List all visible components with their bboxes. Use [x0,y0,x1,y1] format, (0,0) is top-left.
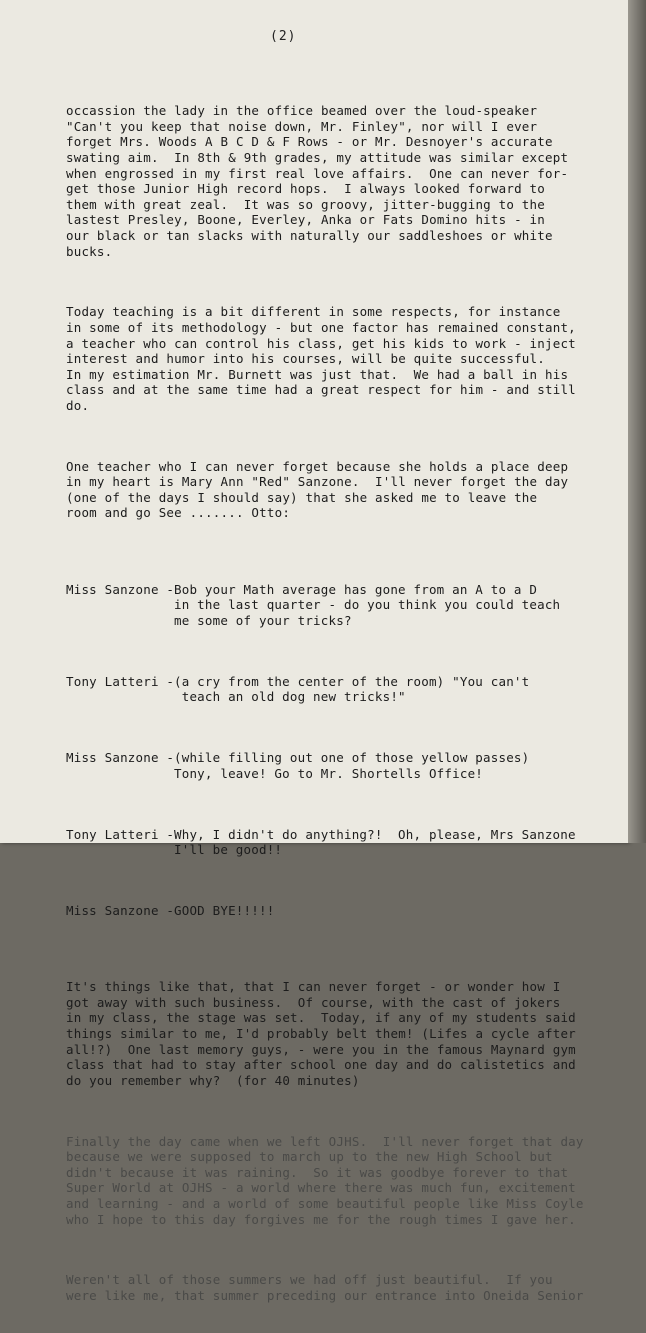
paragraph: Finally the day came when we left OJHS. I'll never forget that day because we were supposed to march up to the new High School but didn't because it was raining. So it was goodbye forever to that Super World at OJHS - a world where there was much fun, excitement and learning - and a world of some beautiful people like Miss Coyle who I hope to this day forgives me for the rough times I gave her. [66,1133,584,1227]
spoken-line: Why, I didn't do anything?! Oh, please, Mrs Sanzone I'll be good!! [174,826,576,858]
paragraph: It's things like that, that I can never forget - or wonder how I got away with such business. Of course, with the cast of jokers in my class, the stage was set. Today, if any of my students said things similar to me, I'd probably belt them! (Lifes a cycle after all!?) One last memory guys, - were you in the famous Maynard gym class that had to stay after school one day and do calistetics and do you remember why? (for 40 minutes) [66,979,576,1088]
dialogue-line [66,674,606,705]
document-body [66,72,606,1333]
dialogue-line [66,582,606,629]
dialogue-line [66,903,606,919]
page-number: (2) [270,29,297,44]
paragraph: Weren't all of those summers we had off just beautiful. If you were like me, that summer preceding our entrance into Oneida Senior [66,1272,584,1303]
spoken-line: Bob your Math average has gone from an A to a D in the last quarter - do you think you could teach me some of your tricks? [174,581,561,628]
spoken-line: (a cry from the center of the room) "You can't teach an old dog new tricks!" [174,673,530,705]
speaker-name: Miss Sanzone - [66,581,175,597]
speaker-name: Miss Sanzone - [66,750,175,766]
spoken-line: GOOD BYE!!!!! [174,902,275,918]
speaker-name: Tony Latteri - [66,673,175,689]
spoken-line: (while filling out one of those yellow passes) Tony, leave! Go to Mr. Shortells Office! [174,750,530,781]
paragraph: occassion the lady in the office beamed over the loud-speaker "Can't you keep that noise down, Mr. Finley", nor will I ever forget Mrs. Woods A B C D & F Rows - or Mr. Desnoyer's accurate swating aim. In 8th & 9th grades, my attitude was similar except when engrossed in my first real love affairs. One can never for- get those Junior High record hops. I always looked forward to them with great zeal. It was so groovy, jitter-bugging to the lastest Presley, Boone, Everley, Anka or Fats Domino hits - in our black or tan slacks with naturally our saddleshoes or white bucks. [66,103,569,259]
dialogue-line [66,827,606,858]
paragraph: One teacher who I can never forget because she holds a place deep in my heart is Mary Ann "Red" Sanzone. I'll never forget the day (one of the days I should say) that she asked me to leave the room and go See ....... Otto: [66,458,569,521]
speaker-name: Tony Latteri - [66,826,175,842]
paragraph: Today teaching is a bit different in some respects, for instance in some of its methodology - but one factor has remained constant, a teacher who can control his class, get his kids to work - inject interest and humor into his courses, will be quite successful. In my estimation Mr. Burnett was just that. We had a ball in his class and at the same time had a great respect for him - and still do. [66,304,576,413]
speaker-name: Miss Sanzone - [66,902,175,918]
dialogue-line [66,750,606,781]
page-edge [628,0,646,843]
